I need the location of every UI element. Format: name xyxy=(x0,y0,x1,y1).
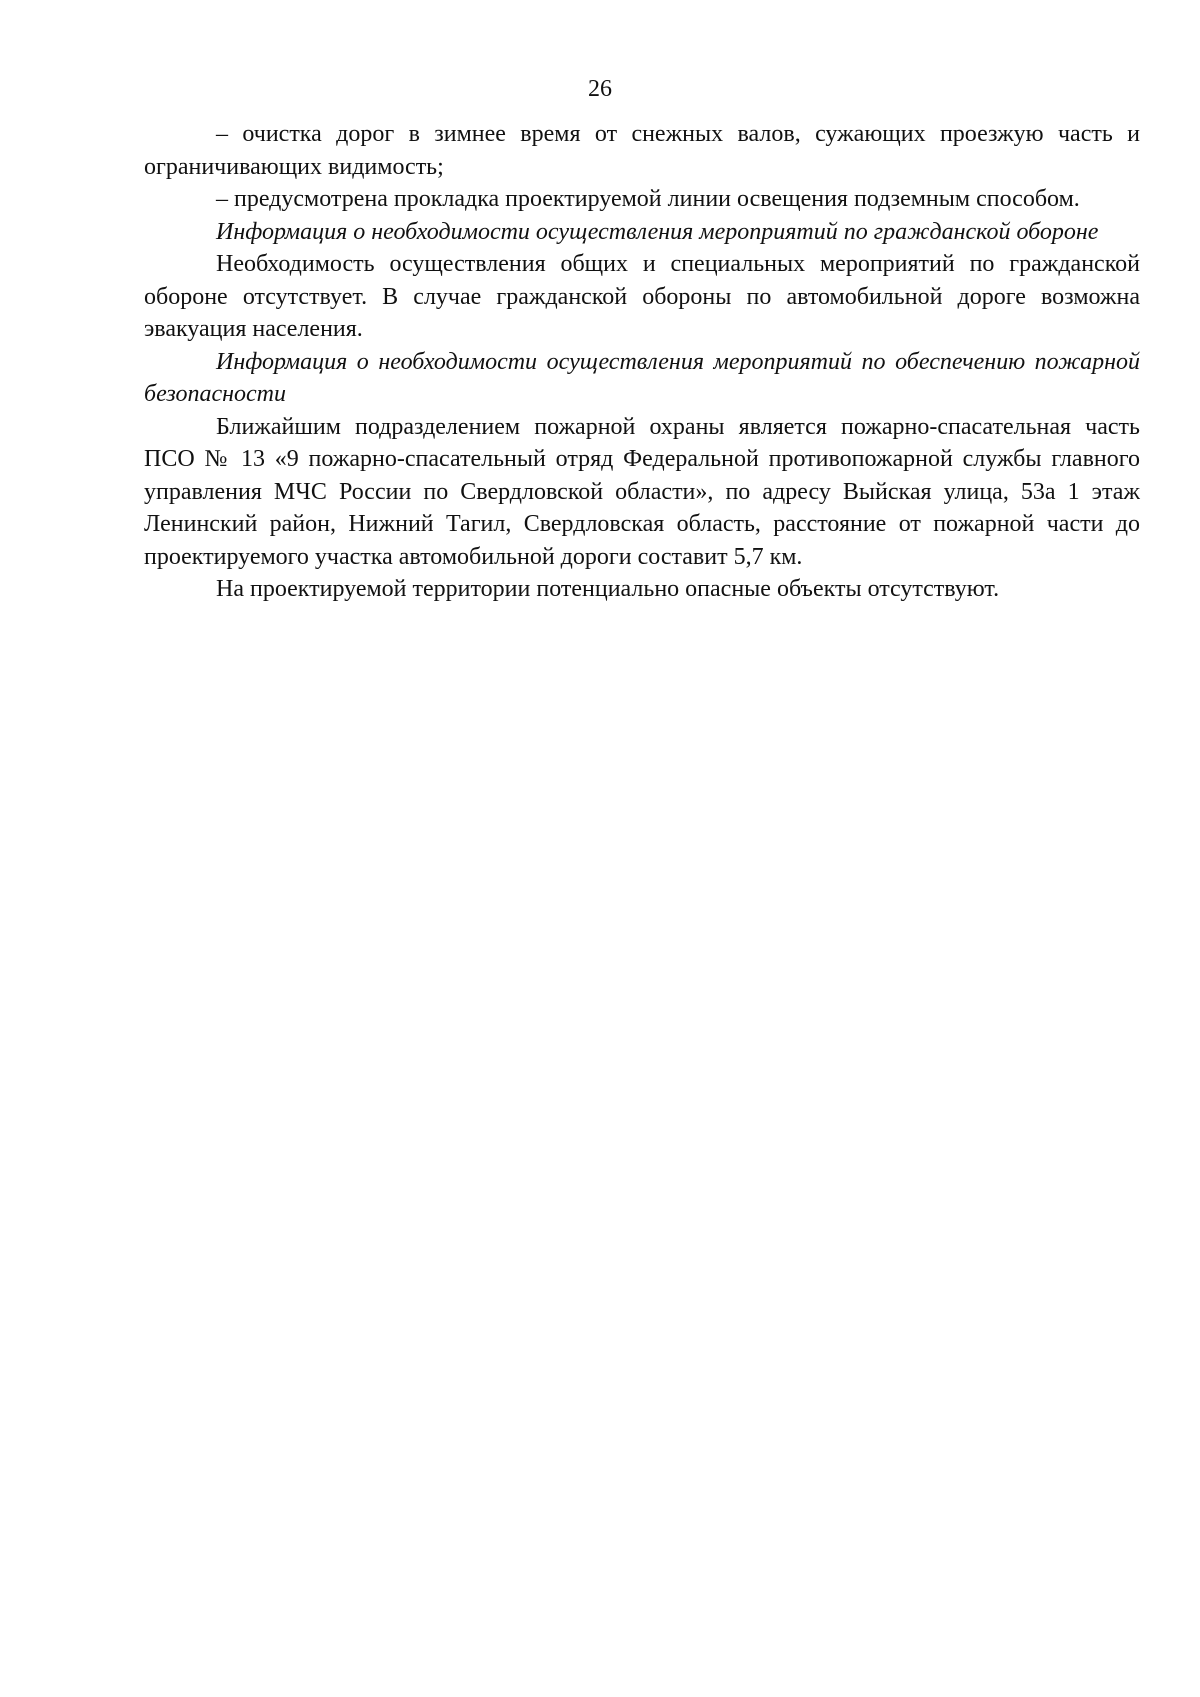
page-number: 26 xyxy=(588,76,612,102)
list-item-road-clearing: – очистка дорог в зимнее время от снежных валов, сужающих проезжую часть и ограничивающих видимость; xyxy=(144,121,1140,180)
paragraph-hazardous-objects: На проектируемой территории потенциально опасные объекты отсутствуют. xyxy=(216,576,1000,602)
paragraph-civil-defense: Необходимость осуществления общих и специальных мероприятий по гражданской обороне отсутствует. В случае гражданской обороны по автомобильной дороге возможна эвакуация населения. xyxy=(144,251,1140,342)
section-heading-fire-safety: Информация о необходимости осуществления мероприятий по обеспечению пожарной безопасности xyxy=(144,348,1140,407)
list-item-lighting-line: – предусмотрена прокладка проектируемой линии освещения подземным способом. xyxy=(216,186,1080,212)
section-heading-civil-defense: Информация о необходимости осуществления мероприятий по гражданской обороне xyxy=(216,218,1099,245)
document-body xyxy=(144,118,1140,606)
paragraph-fire-station: Ближайшим подразделением пожарной охраны является пожарно-спасательная часть ПСО № 13 «9 пожарно-спасательный отряд Федеральной противопожарной службы главного управления МЧС России по Свердловской области», по адресу Выйская улица, 53а 1 этаж Ленинский район, Нижний Тагил, Свердловская область, расстояние от пожарной части до проектируемого участка автомобильной дороги составит 5,7 км. xyxy=(144,413,1140,570)
